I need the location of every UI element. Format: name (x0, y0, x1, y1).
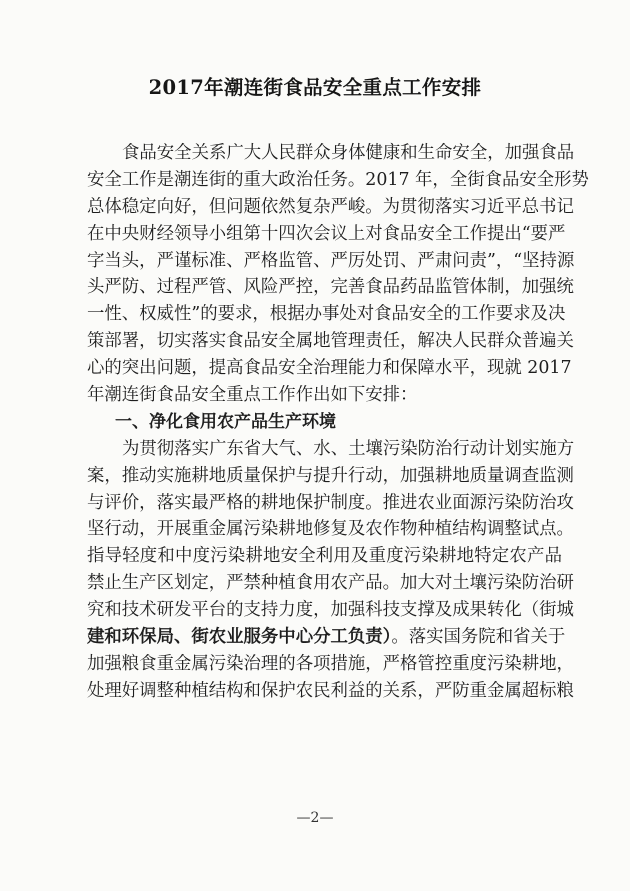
paragraph-line: 一性、权威性”的要求，根据办事处对食品安全的工作要求及决 (87, 304, 566, 325)
section-line: 与评价，落实最严格的耕地保护制度。推进农业面源污染防治攻 (87, 492, 574, 513)
responsible-units-text: 建和环保局、街农业服务中心分工负责） (87, 627, 392, 648)
section-line: 为贯彻落实广东省大气、水、土壤污染防治行动计划实施方 (122, 438, 575, 459)
paragraph-line: 食品安全关系广大人民群众身体健康和生命安全，加强食品 (122, 143, 575, 163)
paragraph-line: 策部署，切实落实食品安全属地管理责任，解决人民群众普遍关 (87, 331, 574, 352)
section-heading: 一、净化食用农产品生产环境 (115, 411, 336, 432)
paragraph-line: 字当头，严谨标准、严格监管、严厉处罚、严肃问责”，“坚持源 (87, 250, 575, 271)
paragraph-line: 心的突出问题，提高食品安全治理能力和保障水平，现就 2017 (87, 358, 572, 379)
paragraph-line: 年潮连街食品安全重点工作作出如下安排： (87, 385, 418, 406)
section-line: 坚行动，开展重金属污染耕地修复及农作物种植结构调整试点。 (87, 519, 574, 540)
paragraph-line: 头严防、过程严管、风险严控，完善食品药品监管体制，加强统 (87, 277, 574, 298)
section-line: 禁止生产区划定，严禁种植食用农产品。加大对土壤污染防治研 (87, 573, 574, 594)
section-line: 指导轻度和中度污染耕地安全利用及重度污染耕地特定农产品 (87, 546, 562, 567)
page-number: —2— (296, 810, 334, 826)
paragraph-line: 在中央财经领导小组第十四次会议上对食品安全工作提出“要严 (87, 223, 566, 244)
section-line-mixed (87, 624, 566, 651)
paragraph-line: 总体稳定向好，但问题依然复杂严峻。为贯彻落实习近平总书记 (87, 196, 574, 217)
section-line: 案，推动实施耕地质量保护与提升行动，加强耕地质量调查监测 (87, 465, 574, 486)
section-line: 加强粮食重金属污染治理的各项措施，严格管控重度污染耕地， (87, 653, 574, 674)
document-body (87, 140, 589, 705)
document-title: 2017年潮连街食品安全重点工作安排 (148, 76, 482, 99)
section-line-tail: 。落实国务院和省关于 (391, 627, 566, 648)
section-line: 究和技术研发平台的支持力度，加强科技支撑及成果转化（街城 (87, 600, 574, 621)
paragraph-line: 安全工作是潮连街的重大政治任务。2017 年，全街食品安全形势 (87, 169, 589, 190)
section-line: 处理好调整种植结构和保护农民利益的关系，严防重金属超标粮 (87, 680, 574, 701)
